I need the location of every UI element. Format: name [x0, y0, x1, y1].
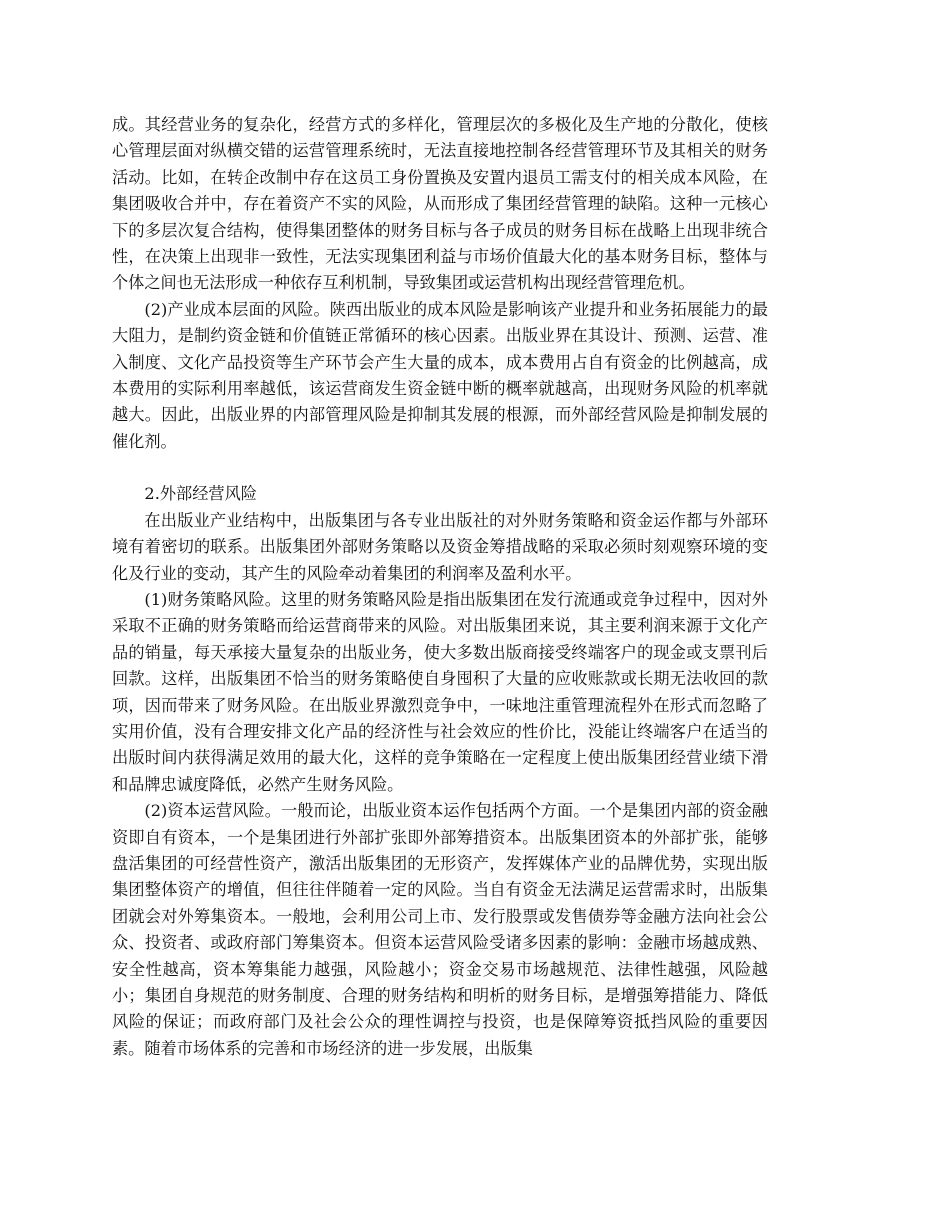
paragraph-capital-operation-risk: (2)资本运营风险。一般而论，出版业资本运作包括两个方面。一个是集团内部的资金融资即自有资本，一个是集团进行外部扩张即外部筹措资本。出版集团资本的外部扩张，能够盘活集团的可经营性资产，激活出版集团的无形资产，发挥媒体产业的品牌优势，实现出版集团整体资产的增值，但往往伴随着一定的风险。当自有资金无法满足运营需求时，出版集团就会对外筹集资本。一般地，会利用公司上市、发行股票或发售债券等金融方法向社会公众、投资者、或政府部门筹集资本。但资本运营风险受诸多因素的影响：金融市场越成熟、安全性越高，资本筹集能力越强，风险越小；资金交易市场越规范、法律性越强，风险越小；集团自身规范的财务制度、合理的财务结构和明析的财务目标，是增强筹措能力、降低风险的保证；而政府部门及社会公众的理性调控与投资，也是保障筹资抵挡风险的重要因素。随着市场体系的完善和市场经济的进一步发展，出版集	[112, 801, 768, 1058]
paragraph-continued: 成。其经营业务的复杂化，经营方式的多样化，管理层次的多极化及生产地的分散化，使核心管理层面对纵横交错的运营管理系统时，无法直接地控制各经营管理环节及其相关的财务活动。比如，在转企改制中存在这员工身份置换及安置内退员工需支付的相关成本风险，在集团吸收合并中，存在着资产不实的风险，从而形成了集团经营管理的缺陷。这种一元核心下的多层次复合结构，使得集团整体的财务目标与各子成员的财务目标在战略上出现非统合性，在决策上出现非一致性，无法实现集团利益与市场价值最大化的基本财务目标，整体与个体之间也无法形成一种依存互利机制，导致集团或运营机构出现经营管理危机。	[112, 115, 768, 293]
body-text	[112, 112, 768, 1062]
section-heading: 2.外部经营风险	[144, 484, 257, 504]
paragraph-external-intro: 在出版业产业结构中，出版集团与各专业出版社的对外财务策略和资金运作都与外部环境有着密切的联系。出版集团外部财务策略以及资金筹措战略的采取必须时刻观察环境的变化及行业的变动，其产生的风险牵动着集团的利润率及盈利水平。	[112, 510, 768, 583]
paragraph-financial-strategy-risk: (1)财务策略风险。这里的财务策略风险是指出版集团在发行流通或竞争过程中，因对外采取不正确的财务策略而给运营商带来的风险。对出版集团来说，其主要利润来源于文化产品的销量，每天承接大量复杂的出版业务，使大多数出版商接受终端客户的现金或支票刊后回款。这样，出版集团不恰当的财务策略使自身囤积了大量的应收账款或长期无法收回的款项，因而带来了财务风险。在出版业界激烈竞争中，一味地注重管理流程外在形式而忽略了实用价值，没有合理安排文化产品的经济性与社会效应的性价比，没能让终端客户在适当的出版时间内获得满足效用的最大化，这样的竞争策略在一定程度上使出版集团经营业绩下滑和品牌忠诚度降低，必然产生财务风险。	[112, 589, 768, 794]
paragraph-cost-risk: (2)产业成本层面的风险。陕西出版业的成本风险是影响该产业提升和业务拓展能力的最大阻力，是制约资金链和价值链正常循环的核心因素。出版业界在其设计、预测、运营、准入制度、文化产品投资等生产环节会产生大量的成本，成本费用占自有资金的比例越高，成本费用的实际利用率越低，该运营商发生资金链中断的概率就越高，出现财务风险的机率就越大。因此，出版业界的内部管理风险是抑制其发展的根源，而外部经营风险是抑制发展的催化剂。	[112, 299, 768, 451]
